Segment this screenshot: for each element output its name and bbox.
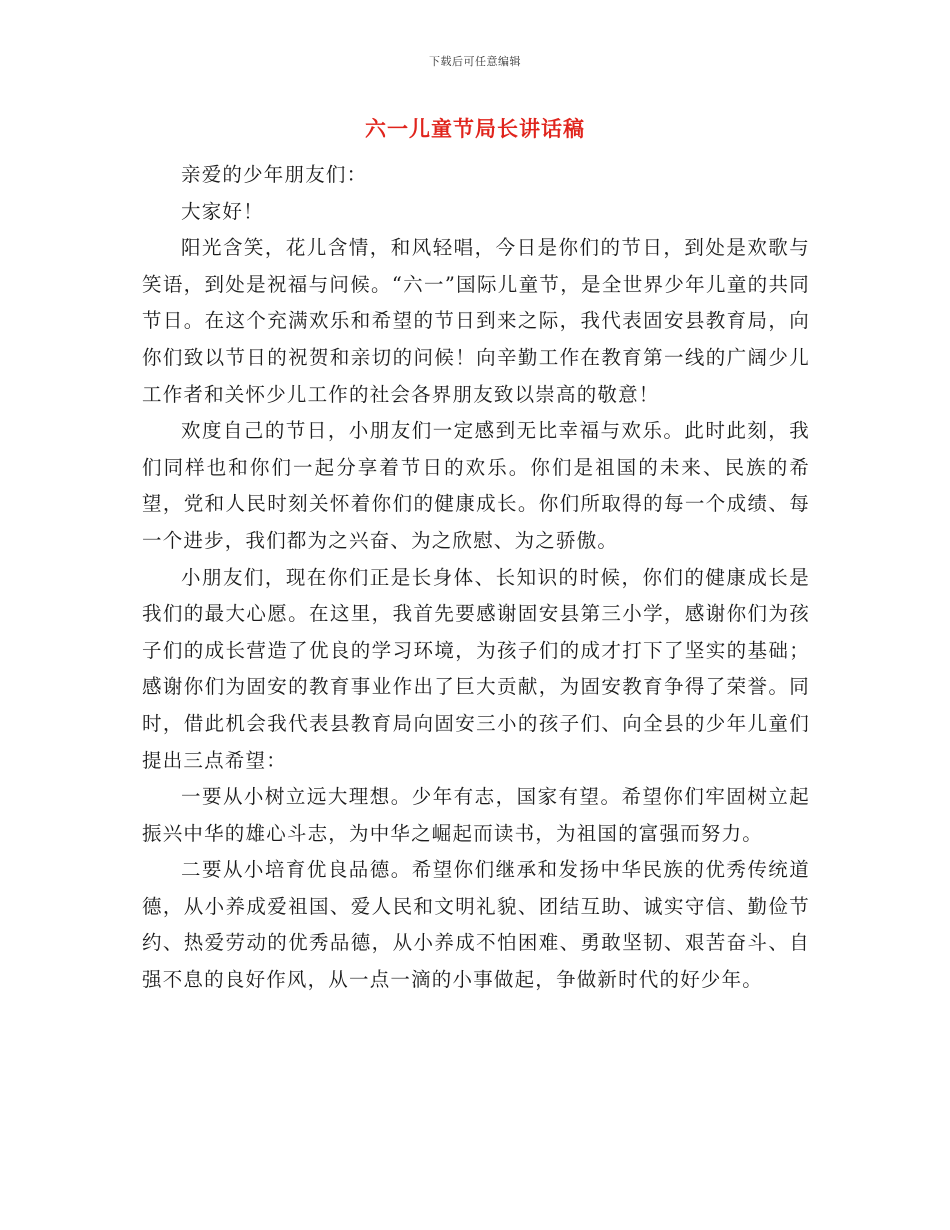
hope-one-paragraph: 一要从小树立远大理想。少年有志，国家有望。希望你们牢固树立起振兴中华的雄心斗志，为中华之崛起而读书，为祖国的富强而努力。 <box>142 785 810 845</box>
hope-two-paragraph: 二要从小培育优良品德。希望你们继承和发扬中华民族的优秀传统道德，从小养成爱祖国、爱人民和文明礼貌、团结互助、诚实守信、勤俭节约、热爱劳动的优秀品德，从小养成不怕困难、勇敢坚韧、艰苦奋斗、自强不息的良好作风，从一点一滴的小事做起，争做新时代的好少年。 <box>142 858 810 992</box>
salutation-paragraph: 亲爱的少年朋友们： <box>181 163 368 186</box>
body-paragraph: 小朋友们，现在你们正是长身体、长知识的时候，你们的健康成长是我们的最大心愿。在这里，我首先要感谢固安县第三小学，感谢你们为孩子们的成长营造了优良的学习环境，为孩子们的成才打下了坚实的基础；感谢你们为固安的教育事业作出了巨大贡献，为固安教育争得了荣誉。同时，借此机会我代表县教育局向固安三小的孩子们、向全县的少年儿童们提出三点希望： <box>142 565 810 772</box>
body-paragraph: 欢度自己的节日，小朋友们一定感到无比幸福与欢乐。此时此刻，我们同样也和你们一起分享着节日的欢乐。你们是祖国的未来、民族的希望，党和人民时刻关怀着你们的健康成长。你们所取得的每一个成绩、每一个进步，我们都为之兴奋、为之欣慰、为之骄傲。 <box>142 419 810 552</box>
header-note: 下载后可任意编辑 <box>429 55 521 68</box>
document-body <box>142 157 810 999</box>
greeting-paragraph: 大家好！ <box>181 199 264 223</box>
document-title: 六一儿童节局长讲话稿 <box>365 116 585 141</box>
body-paragraph: 阳光含笑，花儿含情，和风轻唱，今日是你们的节日，到处是欢歌与笑语，到处是祝福与问候。“六一”国际儿童节，是全世界少年儿童的共同节日。在这个充满欢乐和希望的节日到来之际，我代表固安县教育局，向你们致以节日的祝贺和亲切的问候！向辛勤工作在教育第一线的广阔少儿工作者和关怀少儿工作的社会各界朋友致以崇高的敬意！ <box>142 236 810 406</box>
